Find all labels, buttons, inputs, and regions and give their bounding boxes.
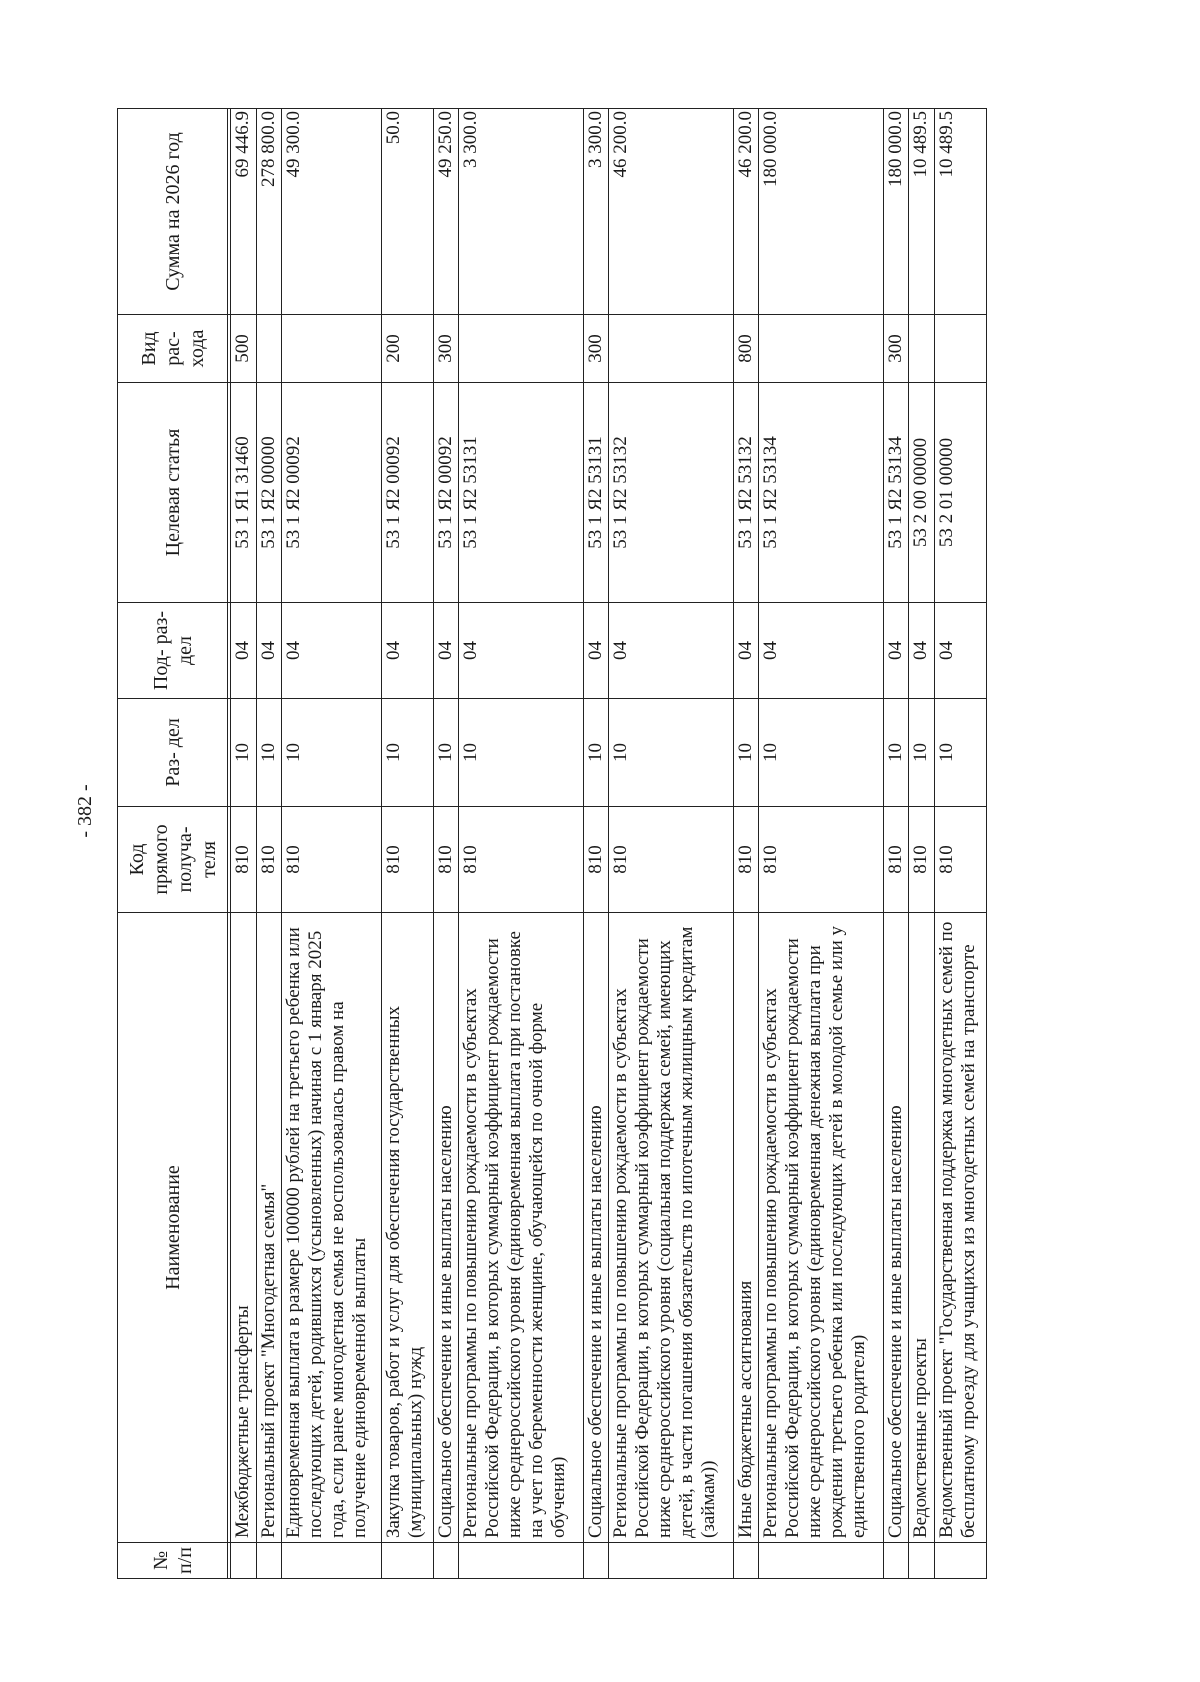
row-article: 53 1 Я1 31460 (231, 383, 257, 603)
row-section: 10 (583, 699, 609, 807)
table-row (609, 109, 733, 1579)
row-n (459, 1543, 583, 1579)
header-section: Раз- дел (118, 699, 228, 807)
row-subsection: 04 (883, 603, 909, 699)
row-article: 53 1 Я2 53131 (583, 383, 609, 603)
row-n (282, 1543, 381, 1579)
row-name: Региональный проект "Многодетная семья" (256, 913, 282, 1543)
row-expense: 800 (733, 315, 759, 383)
row-n (935, 1543, 987, 1579)
table-header-row (118, 109, 228, 1579)
row-subsection: 04 (909, 603, 935, 699)
row-recipient: 810 (282, 807, 381, 913)
row-name: Социальное обеспечение и иные выплаты населению (433, 913, 459, 1543)
header-expense: Вид рас- хода (118, 315, 228, 383)
row-subsection: 04 (231, 603, 257, 699)
row-article: 53 1 Я2 53131 (459, 383, 583, 603)
row-subsection: 04 (759, 603, 883, 699)
row-n (733, 1543, 759, 1579)
row-n (759, 1543, 883, 1579)
row-subsection: 04 (583, 603, 609, 699)
row-recipient: 810 (759, 807, 883, 913)
row-expense: 300 (883, 315, 909, 383)
row-section: 10 (609, 699, 733, 807)
row-recipient: 810 (909, 807, 935, 913)
row-sum: 69 446.9 (231, 109, 257, 315)
row-name: Региональные программы по повышению рождаемости в субъектах Российской Федерации, в которых суммарный коэффициент рождаемости ниже среднероссийского уровня (единовременная выплата при постановке на учет по беременности женщине, обучающейся по очной форме обучения) (459, 913, 583, 1543)
row-name: Межбюджетные трансферты (231, 913, 257, 1543)
table-row (433, 109, 459, 1579)
row-recipient: 810 (733, 807, 759, 913)
row-recipient: 810 (609, 807, 733, 913)
row-article: 53 1 Я2 53134 (759, 383, 883, 603)
row-name: Единовременная выплата в размере 100000 рублей на третьего ребенка или последующих детей, родившихся (усыновленных) начиная с 1 января 2025 года, если ранее многодетная семья не воспользовалась правом на получение единовременной выплаты (282, 913, 381, 1543)
row-recipient: 810 (583, 807, 609, 913)
row-section: 10 (909, 699, 935, 807)
row-subsection: 04 (733, 603, 759, 699)
row-section: 10 (282, 699, 381, 807)
table-row (935, 109, 987, 1579)
row-n (909, 1543, 935, 1579)
row-expense (459, 315, 583, 383)
row-sum: 3 300.0 (583, 109, 609, 315)
header-n: № п/п (118, 1543, 228, 1579)
table-row (759, 109, 883, 1579)
row-recipient: 810 (381, 807, 433, 913)
row-recipient: 810 (883, 807, 909, 913)
row-name: Закупка товаров, работ и услуг для обеспечения государственных (муниципальных) нужд (381, 913, 433, 1543)
row-expense (282, 315, 381, 383)
row-n (256, 1543, 282, 1579)
row-subsection: 04 (282, 603, 381, 699)
row-section: 10 (256, 699, 282, 807)
row-recipient: 810 (459, 807, 583, 913)
row-subsection: 04 (433, 603, 459, 699)
row-recipient: 810 (433, 807, 459, 913)
table-row (231, 109, 257, 1579)
row-name: Социальное обеспечение и иные выплаты населению (883, 913, 909, 1543)
row-sum: 10 489.5 (935, 109, 987, 315)
row-subsection: 04 (381, 603, 433, 699)
row-article: 53 1 Я2 00000 (256, 383, 282, 603)
row-expense: 500 (231, 315, 257, 383)
row-name: Региональные программы по повышению рождаемости в субъектах Российской Федерации, в которых суммарный коэффициент рождаемости ниже среднероссийского уровня (социальная поддержка семей, имеющих детей, в части погашения обязательств по ипотечным жилищным кредитам (займам)) (609, 913, 733, 1543)
row-subsection: 04 (935, 603, 987, 699)
row-section: 10 (733, 699, 759, 807)
header-article: Целевая статья (118, 383, 228, 603)
table-row (381, 109, 433, 1579)
table-row (883, 109, 909, 1579)
row-name: Региональные программы по повышению рождаемости в субъектах Российской Федерации, в которых суммарный коэффициент рождаемости ниже среднероссийского уровня (единовременная денежная выплата при рождении третьего ребенка или последующих детей в молодой семье или у единственного родителя) (759, 913, 883, 1543)
row-article: 53 1 Я2 00092 (381, 383, 433, 603)
row-article: 53 1 Я2 53132 (733, 383, 759, 603)
row-name: Ведомственный проект "Государственная поддержка многодетных семей по бесплатному проезду для учащихся из многодетных семей на транспорте (935, 913, 987, 1543)
row-sum: 46 200.0 (733, 109, 759, 315)
row-expense (759, 315, 883, 383)
row-sum: 50.0 (381, 109, 433, 315)
row-article: 53 2 00 00000 (909, 383, 935, 603)
row-section: 10 (231, 699, 257, 807)
table-row (733, 109, 759, 1579)
row-expense: 300 (433, 315, 459, 383)
header-recipient: Код прямого получа- теля (118, 807, 228, 913)
row-name: Социальное обеспечение и иные выплаты населению (583, 913, 609, 1543)
row-expense (909, 315, 935, 383)
budget-table-container (117, 109, 987, 1579)
row-sum: 180 000.0 (883, 109, 909, 315)
row-sum: 10 489.5 (909, 109, 935, 315)
table-row (256, 109, 282, 1579)
row-recipient: 810 (935, 807, 987, 913)
page-number: - 382 - (74, 784, 96, 838)
row-expense (609, 315, 733, 383)
row-sum: 3 300.0 (459, 109, 583, 315)
table-row (583, 109, 609, 1579)
row-n (231, 1543, 257, 1579)
row-n (381, 1543, 433, 1579)
row-n (883, 1543, 909, 1579)
header-subsection: Под- раз- дел (118, 603, 228, 699)
row-section: 10 (433, 699, 459, 807)
row-sum: 180 000.0 (759, 109, 883, 315)
row-section: 10 (459, 699, 583, 807)
row-article: 53 1 Я2 53132 (609, 383, 733, 603)
row-sum: 46 200.0 (609, 109, 733, 315)
row-sum: 49 250.0 (433, 109, 459, 315)
row-article: 53 1 Я2 53134 (883, 383, 909, 603)
row-article: 53 2 01 00000 (935, 383, 987, 603)
row-subsection: 04 (459, 603, 583, 699)
row-expense: 300 (583, 315, 609, 383)
row-expense: 200 (381, 315, 433, 383)
row-subsection: 04 (609, 603, 733, 699)
header-sum: Сумма на 2026 год (118, 109, 228, 315)
row-n (433, 1543, 459, 1579)
row-recipient: 810 (231, 807, 257, 913)
row-section: 10 (381, 699, 433, 807)
row-section: 10 (759, 699, 883, 807)
row-n (583, 1543, 609, 1579)
budget-table (117, 108, 987, 1579)
row-expense (935, 315, 987, 383)
table-row (909, 109, 935, 1579)
row-section: 10 (883, 699, 909, 807)
table-row (459, 109, 583, 1579)
row-section: 10 (935, 699, 987, 807)
header-name: Наименование (118, 913, 228, 1543)
row-name: Ведомственные проекты (909, 913, 935, 1543)
row-n (609, 1543, 733, 1579)
row-expense (256, 315, 282, 383)
row-recipient: 810 (256, 807, 282, 913)
row-article: 53 1 Я2 00092 (282, 383, 381, 603)
row-subsection: 04 (256, 603, 282, 699)
row-sum: 49 300.0 (282, 109, 381, 315)
row-name: Иные бюджетные ассигнования (733, 913, 759, 1543)
table-row (282, 109, 381, 1579)
row-article: 53 1 Я2 00092 (433, 383, 459, 603)
row-sum: 278 800.0 (256, 109, 282, 315)
